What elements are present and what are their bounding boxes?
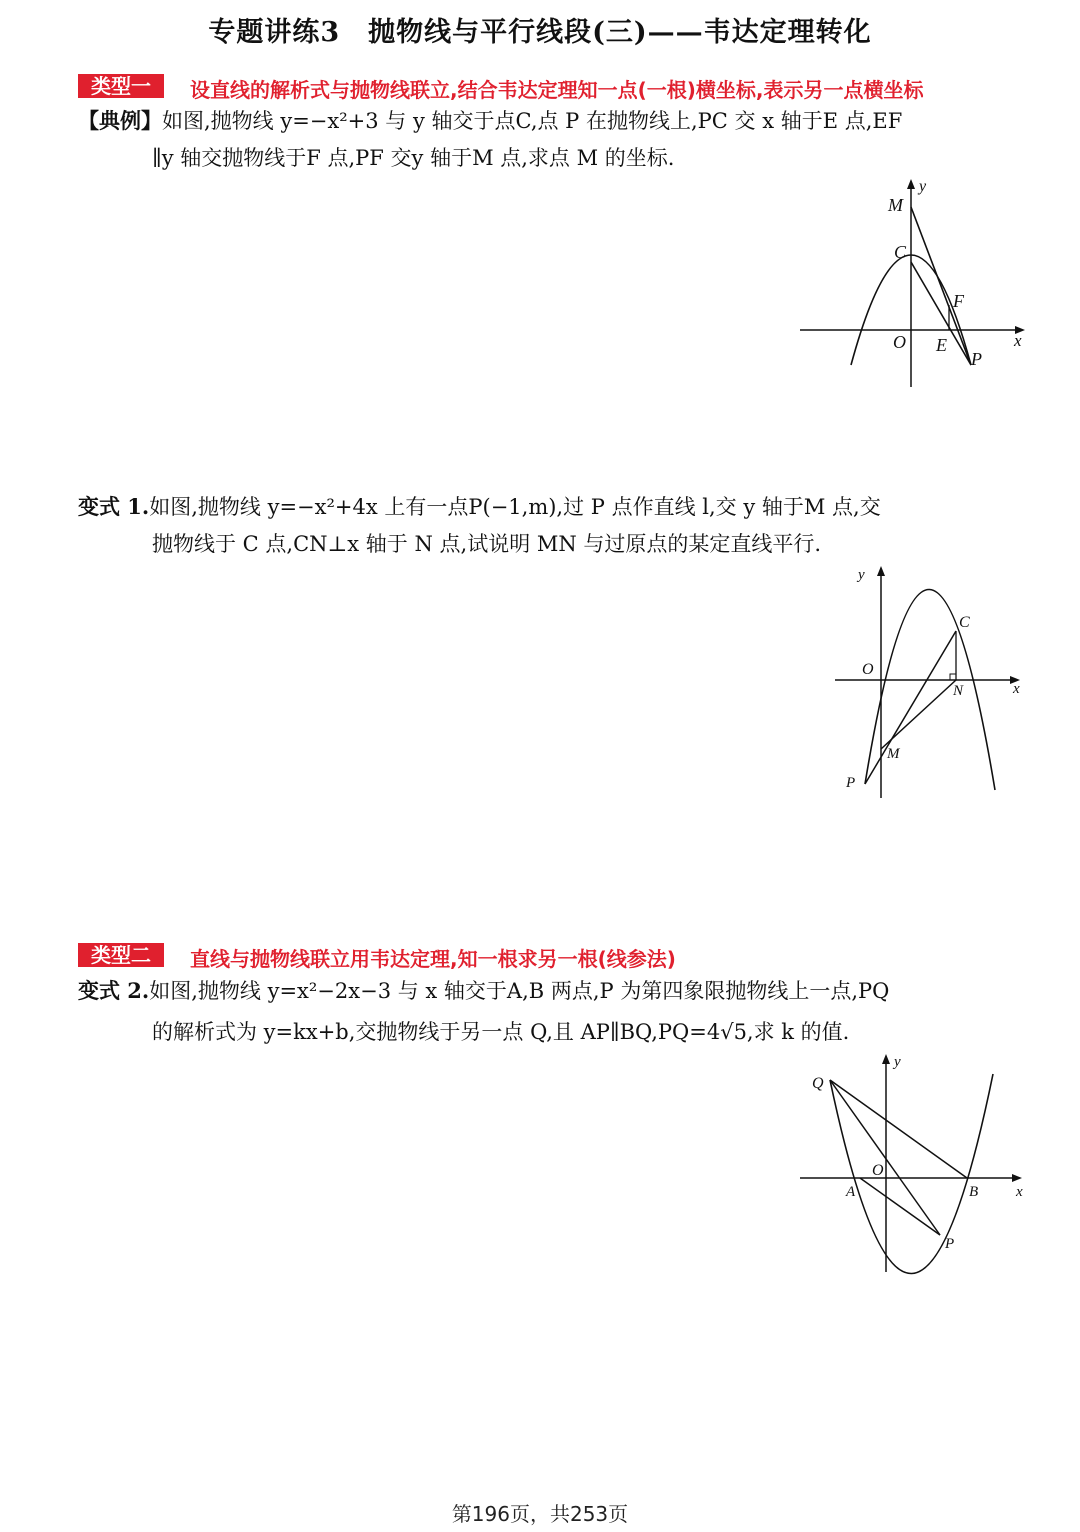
fig1-x-label: x — [1014, 331, 1022, 350]
fig3-y-label: y — [894, 1054, 901, 1070]
fig1-y-label: y — [919, 178, 927, 195]
example-figure — [795, 175, 1035, 390]
fig2-m-label: M — [887, 746, 900, 762]
fig1-f-label: F — [953, 291, 964, 311]
fig2-y-label: y — [858, 567, 865, 583]
fig2-p-label: P — [846, 775, 856, 791]
fig3-a-label: A — [846, 1184, 856, 1200]
variant1-figure — [830, 562, 1035, 800]
type2-description: 直线与抛物线联立用韦达定理,知一根求另一根(线参法) — [190, 947, 676, 971]
example-line2: ∥y 轴交抛物线于F 点,PF 交y 轴于M 点,求点 M 的坐标. — [152, 146, 675, 170]
variant2-line1 — [78, 976, 889, 1006]
fig3-o-label: O — [872, 1162, 884, 1179]
variant1-lead: 变式 1. — [78, 494, 150, 519]
fig2-x-label: x — [1013, 681, 1020, 697]
variant2-text-1: 如图,抛物线 y=x²−2x−3 与 x 轴交于A,B 两点,P 为第四象限抛物线上一点,PQ — [149, 979, 890, 1003]
fig1-o-label: O — [893, 332, 906, 352]
fig3-b-label: B — [969, 1184, 979, 1200]
fig2-n-label: N — [953, 683, 964, 699]
variant2-figure — [795, 1050, 1040, 1275]
example-lead: 【典例】 — [78, 108, 162, 133]
type2-tag: 类型二 — [78, 943, 164, 967]
fig1-m-label: M — [888, 195, 903, 215]
fig3-x-label: x — [1016, 1184, 1023, 1200]
fig1-c-label: C — [894, 242, 907, 262]
fig3-q-label: Q — [812, 1075, 824, 1092]
example-line1 — [78, 106, 902, 136]
variant2-lead: 变式 2. — [78, 978, 150, 1003]
page-title: 专题讲练3 抛物线与平行线段(三)——韦达定理转化 — [208, 17, 872, 48]
page-footer: 第196页，共253页 — [451, 1502, 629, 1526]
example-text-1: 如图,抛物线 y=−x²+3 与 y 轴交于点C,点 P 在抛物线上,PC 交 x 轴于E 点,EF — [162, 109, 903, 133]
fig3-p-label: P — [945, 1236, 955, 1252]
variant1-line2: 抛物线于 C 点,CN⊥x 轴于 N 点,试说明 MN 与过原点的某定直线平行. — [152, 532, 822, 556]
fig2-c-label: C — [959, 614, 970, 631]
fig1-p-label: P — [971, 349, 982, 369]
variant1-line1 — [78, 492, 881, 522]
fig2-o-label: O — [862, 661, 874, 678]
fig1-e-label: E — [936, 335, 947, 355]
variant2-line2: 的解析式为 y=kx+b,交抛物线于另一点 Q,且 AP∥BQ,PQ=4√5,求 k 的值. — [152, 1020, 850, 1044]
type1-description: 设直线的解析式与抛物线联立,结合韦达定理知一点(一根)横坐标,表示另一点横坐标 — [190, 78, 924, 102]
type1-tag: 类型一 — [78, 74, 164, 98]
variant1-text-1: 如图,抛物线 y=−x²+4x 上有一点P(−1,m),过 P 点作直线 l,交 y 轴于M 点,交 — [149, 495, 881, 519]
